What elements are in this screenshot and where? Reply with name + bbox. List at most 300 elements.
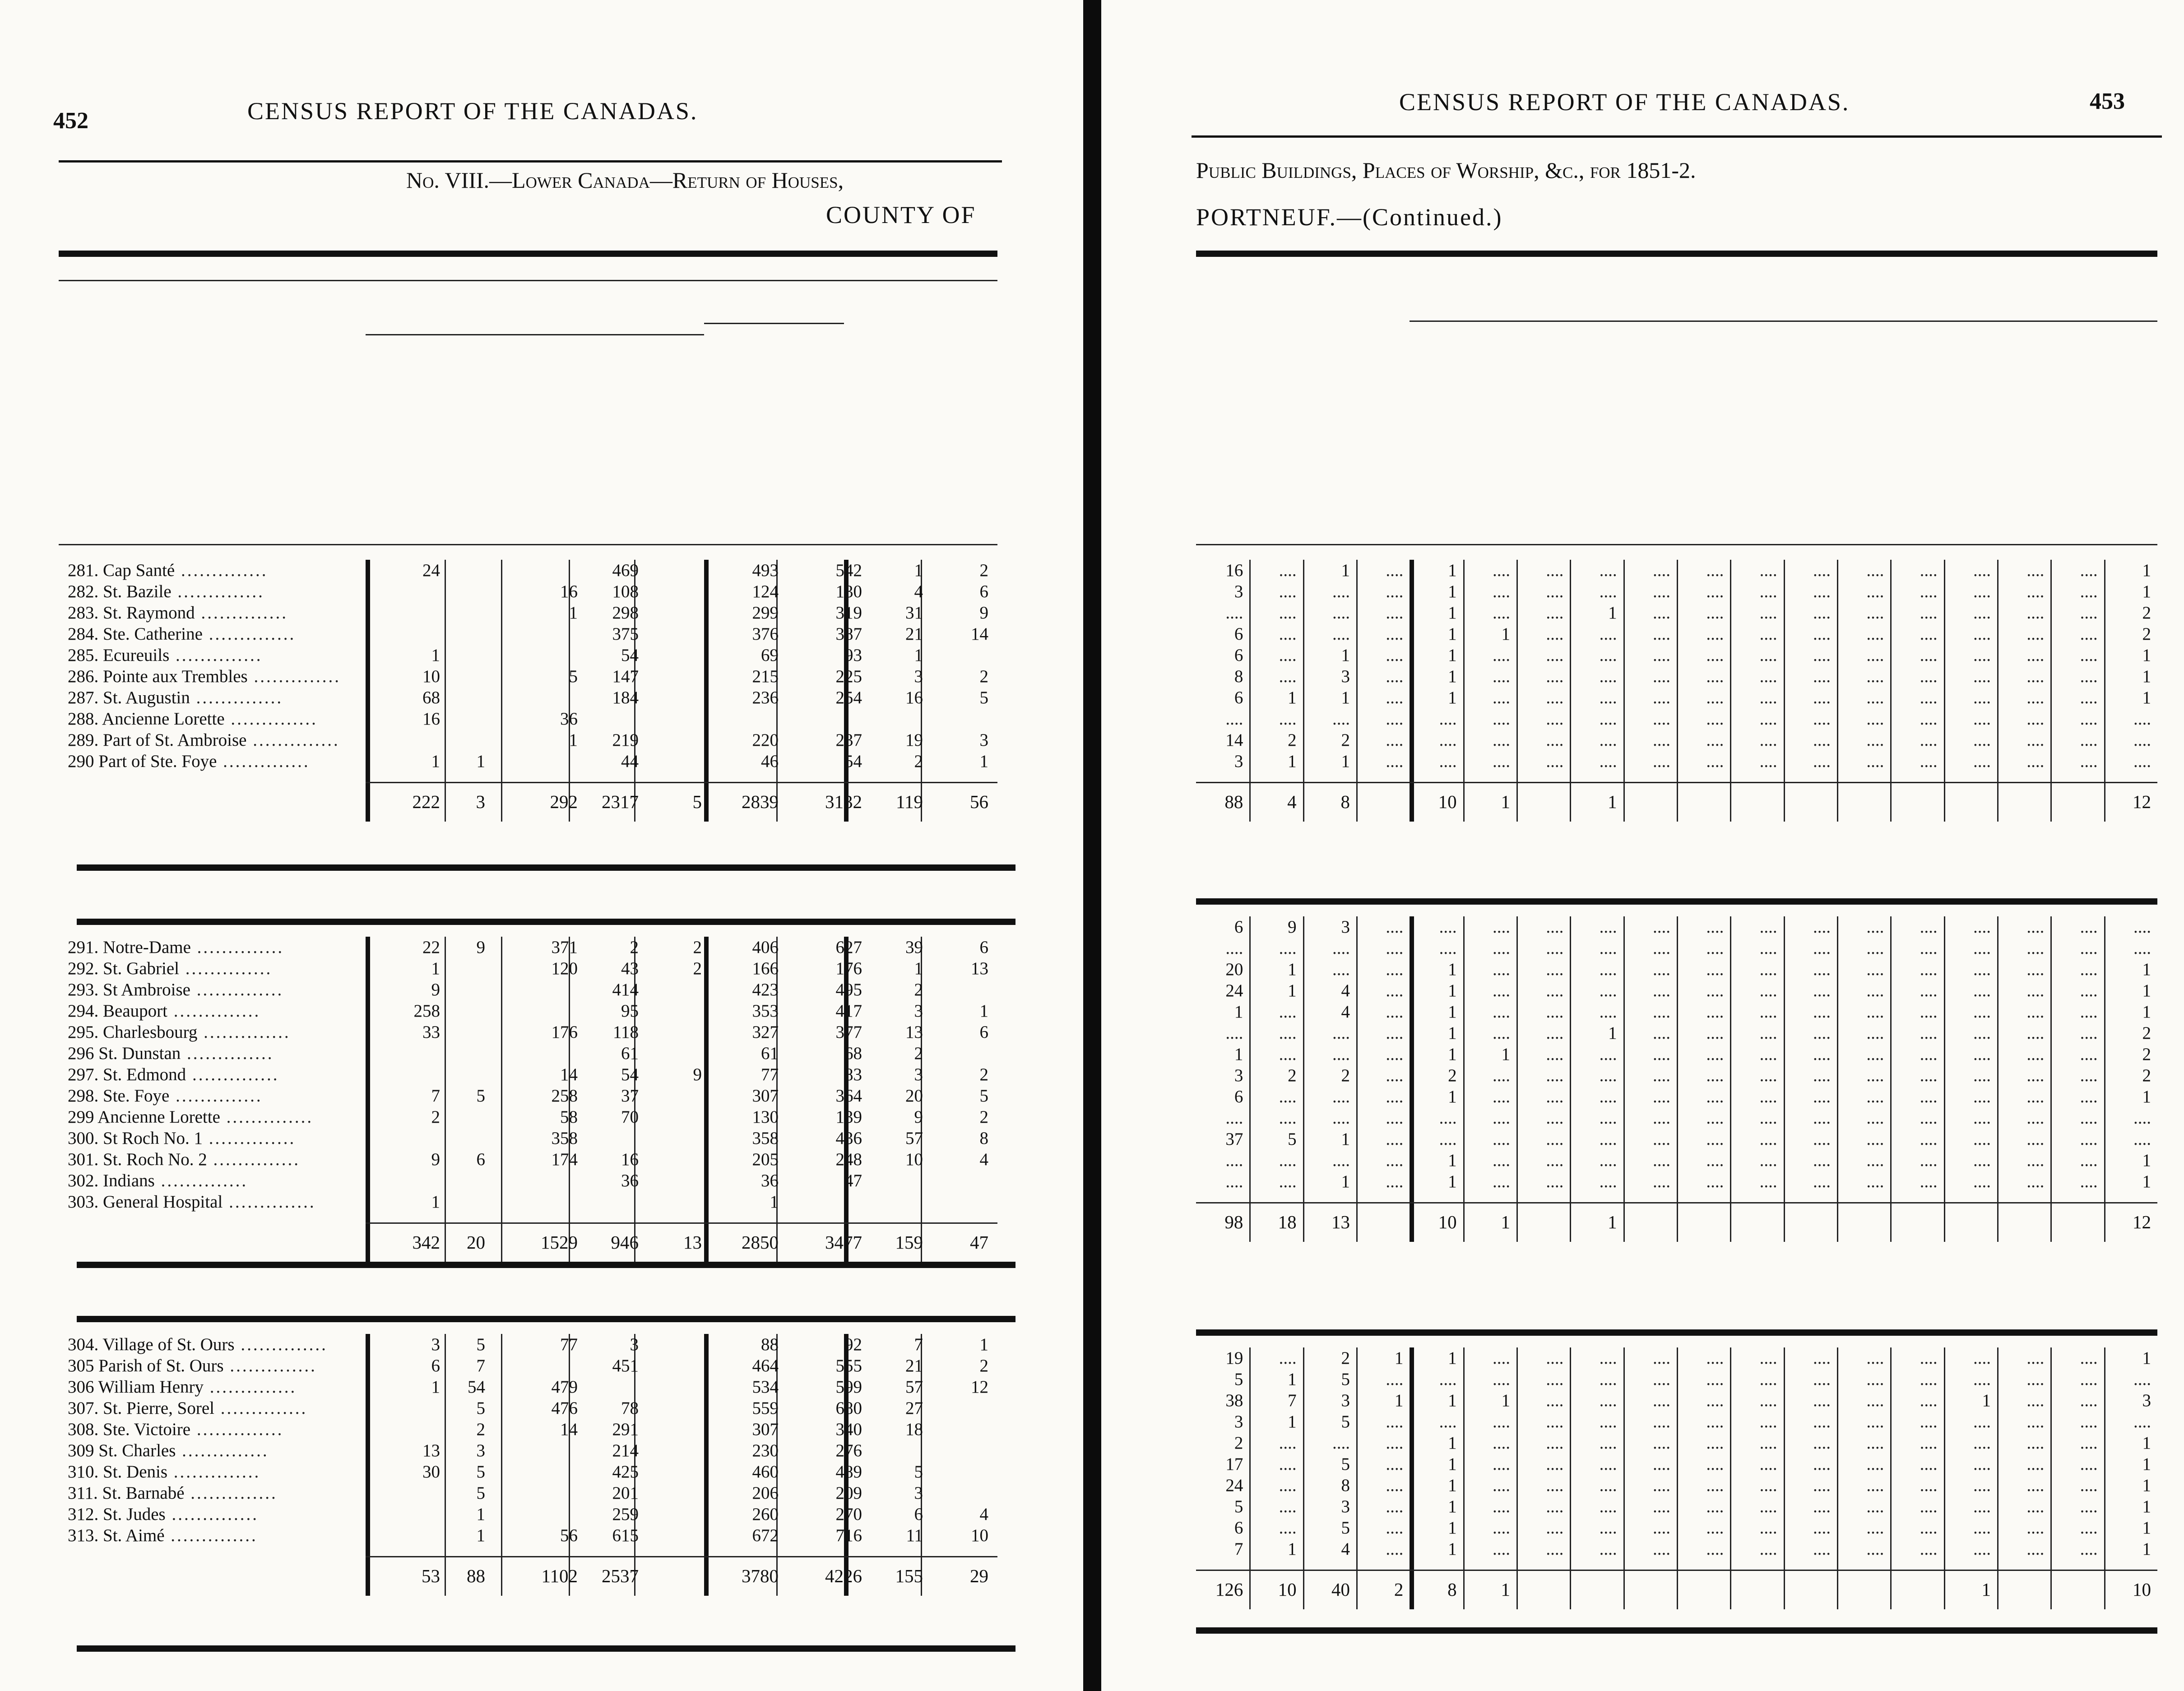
total-cell: 1529	[541, 1232, 578, 1253]
table-cell: ....	[1652, 752, 1670, 771]
row-label-text: 288. Ancienne Lorette	[68, 709, 225, 729]
table-cell: 1	[1448, 1348, 1457, 1368]
row-label-text: 301. St. Roch No. 2	[68, 1150, 207, 1169]
table-cell: ....	[1706, 1023, 1724, 1043]
table-cell: ....	[1813, 1391, 1831, 1410]
table-cell: 6	[1234, 1087, 1243, 1106]
table-cell: ....	[1706, 917, 1724, 937]
total-cell: 5	[692, 791, 702, 812]
table-cell: 1	[476, 1526, 485, 1545]
table-cell: ....	[1652, 1412, 1670, 1431]
table-cell: ....	[1492, 1476, 1510, 1495]
table-cell: 57	[905, 1377, 923, 1397]
table-cell: 7	[1288, 1391, 1297, 1410]
table-cell: ....	[1866, 1476, 1884, 1495]
table-cell: ....	[1973, 1172, 1991, 1191]
table-cell: ....	[1759, 1370, 1777, 1389]
table-cell: ....	[1973, 603, 1991, 623]
table-cell: 1	[2142, 1151, 2151, 1170]
table-cell: ....	[1599, 960, 1617, 979]
table-cell: ....	[1279, 667, 1297, 686]
table-cell: ....	[1759, 960, 1777, 979]
table-cell: ....	[1866, 646, 1884, 665]
table-cell: 16	[422, 709, 440, 729]
table-cell: 69	[761, 646, 779, 665]
header-top-rule2	[59, 280, 997, 281]
county-heading: COUNTY OF	[826, 201, 976, 228]
row-label-text: 307. St. Pierre, Sorel	[68, 1398, 214, 1418]
table-cell: 1	[1501, 624, 1510, 644]
table-cell: ....	[1973, 624, 1991, 644]
table-cell: ....	[1652, 1539, 1670, 1559]
table-cell: 371	[551, 938, 578, 957]
row-label	[68, 1525, 258, 1546]
table-cell: ....	[1386, 688, 1404, 707]
table-cell: 451	[612, 1356, 639, 1375]
table-cell: ....	[1866, 688, 1884, 707]
table-cell: 20	[905, 1086, 923, 1106]
table-cell: ....	[1279, 1023, 1297, 1043]
table-cell: ....	[2080, 1391, 2098, 1410]
table-cell: ....	[1759, 1433, 1777, 1453]
table-cell: ....	[1759, 1151, 1777, 1170]
table-cell: ....	[1706, 1172, 1724, 1191]
table-cell: 307	[752, 1420, 779, 1439]
table-cell: ....	[1813, 981, 1831, 1000]
table-cell: ....	[1546, 1433, 1564, 1453]
total-cell: 946	[611, 1232, 639, 1253]
table-cell: 615	[612, 1526, 639, 1545]
table-cell: 299	[752, 603, 779, 623]
running-head: CENSUS REPORT OF THE CANADAS.	[1399, 88, 1850, 116]
table-cell: ....	[2080, 730, 2098, 750]
table-cell: 5	[476, 1335, 485, 1354]
table-cell: 1	[2142, 1348, 2151, 1368]
total-cell: 12	[2132, 1212, 2151, 1232]
total-cell: 40	[1331, 1579, 1350, 1600]
table-cell: ....	[1439, 752, 1457, 771]
table-cell: ....	[1759, 981, 1777, 1000]
table-cell: ....	[1652, 667, 1670, 686]
table-cell: 1	[1341, 752, 1350, 771]
table-cell: ....	[1706, 1370, 1724, 1389]
section-rule	[77, 919, 1015, 925]
table-cell: ....	[1706, 1476, 1724, 1495]
table-cell: ....	[1332, 960, 1350, 979]
table-cell: 716	[835, 1526, 862, 1545]
table-cell: ....	[1386, 582, 1404, 601]
table-cell: 9	[693, 1065, 702, 1084]
table-cell: ....	[1706, 603, 1724, 623]
table-cell: ....	[1866, 1023, 1884, 1043]
table-title: No. VIII.—Lower Canada—Return of Houses,	[406, 167, 844, 193]
table-cell: ....	[1225, 1023, 1243, 1043]
table-cell: ....	[1759, 730, 1777, 750]
row-label-text: 313. St. Aimé	[68, 1526, 165, 1545]
table-cell: 4	[979, 1505, 988, 1524]
table-cell: ....	[1386, 1108, 1404, 1128]
table-cell: ....	[1866, 730, 1884, 750]
total-cell: 3	[476, 791, 485, 812]
row-label-text: 312. St. Judes	[68, 1505, 166, 1524]
table-cell: ....	[1866, 1002, 1884, 1022]
table-cell: ....	[1279, 1497, 1297, 1516]
total-cell: 1	[1608, 791, 1617, 812]
table-cell: 14	[971, 624, 988, 644]
table-cell: ....	[1599, 667, 1617, 686]
table-cell: ....	[1332, 1151, 1350, 1170]
table-cell: ....	[1813, 1023, 1831, 1043]
table-cell: ....	[1492, 752, 1510, 771]
right-page	[1101, 0, 2184, 1691]
table-cell: ....	[1225, 1151, 1243, 1170]
table-cell: ....	[1546, 624, 1564, 644]
table-cell: ....	[1813, 624, 1831, 644]
table-cell: 21	[905, 624, 923, 644]
table-cell: ....	[2080, 1045, 2098, 1064]
table-cell: 13	[905, 1022, 923, 1042]
total-cell: 12	[2132, 791, 2151, 812]
table-cell: 95	[621, 1001, 639, 1021]
table-cell: ....	[1759, 603, 1777, 623]
table-cell: ....	[1439, 709, 1457, 729]
table-cell: ....	[1652, 1433, 1670, 1453]
table-cell: ....	[1386, 709, 1404, 729]
table-cell: 2	[1341, 730, 1350, 750]
table-cell: ....	[1813, 1518, 1831, 1538]
table-cell: 423	[752, 980, 779, 999]
table-cell: 215	[752, 667, 779, 686]
table-cell: ....	[1866, 603, 1884, 623]
table-cell: ....	[1866, 667, 1884, 686]
table-cell: ....	[1920, 1108, 1938, 1128]
table-cell: 327	[752, 1022, 779, 1042]
table-cell: 1	[2142, 1539, 2151, 1559]
table-cell: ....	[2133, 1412, 2151, 1431]
table-cell: 24	[422, 561, 440, 580]
table-cell: ....	[1973, 938, 1991, 958]
table-cell: ....	[1920, 1002, 1938, 1022]
table-cell: 120	[551, 959, 578, 978]
group-underline	[366, 334, 704, 335]
row-label	[68, 751, 310, 772]
total-cell: 56	[970, 791, 988, 812]
total-cell: 3132	[825, 791, 862, 812]
table-cell: ....	[2133, 1129, 2151, 1149]
row-label	[68, 1419, 283, 1440]
row-label	[68, 1043, 274, 1064]
total-cell: 1	[1501, 1212, 1510, 1232]
table-cell: 118	[612, 1022, 639, 1042]
table-cell: ....	[1386, 1023, 1404, 1043]
table-cell: 57	[905, 1129, 923, 1148]
table-cell: ....	[1332, 603, 1350, 623]
table-cell: 9	[914, 1107, 923, 1127]
table-cell: ....	[1652, 582, 1670, 601]
table-cell: 387	[835, 624, 862, 644]
table-cell: ....	[1866, 917, 1884, 937]
table-cell: ....	[1279, 1045, 1297, 1064]
table-cell: ....	[1652, 1172, 1670, 1191]
table-cell: 2	[2142, 1045, 2151, 1064]
table-cell: ....	[1279, 1454, 1297, 1474]
table-cell: ....	[1599, 752, 1617, 771]
table-cell: 1	[431, 646, 440, 665]
row-label	[68, 602, 288, 623]
table-cell: 1	[1982, 1391, 1991, 1410]
table-cell: ....	[2026, 1066, 2045, 1085]
table-cell: ....	[1759, 582, 1777, 601]
total-rule	[366, 1556, 997, 1557]
table-cell: ....	[2080, 1066, 2098, 1085]
table-cell: ....	[1759, 1045, 1777, 1064]
table-cell: ....	[2080, 1412, 2098, 1431]
table-cell: ....	[1813, 1370, 1831, 1389]
row-label	[68, 729, 340, 751]
table-cell: ....	[1386, 1045, 1404, 1064]
section-rule	[77, 1262, 1015, 1268]
table-cell: ....	[1279, 938, 1297, 958]
table-cell: ....	[1599, 730, 1617, 750]
table-cell: 38	[1225, 1391, 1243, 1410]
table-cell: 5	[476, 1398, 485, 1418]
total-cell: 292	[550, 791, 578, 812]
total-cell: 10	[1278, 1579, 1297, 1600]
table-cell: ....	[1652, 561, 1670, 580]
table-cell: 6	[431, 1356, 440, 1375]
table-cell: 17	[1225, 1454, 1243, 1474]
table-cell: ....	[1439, 938, 1457, 958]
table-cell: 1	[1448, 1433, 1457, 1453]
table-cell: ....	[1492, 1108, 1510, 1128]
table-cell: 77	[560, 1335, 578, 1354]
table-cell: 2	[2142, 603, 2151, 623]
table-cell: ....	[2026, 582, 2045, 601]
table-cell: 10	[905, 1150, 923, 1169]
row-label	[68, 1106, 313, 1128]
table-cell: 270	[835, 1505, 862, 1524]
table-cell: ....	[1546, 667, 1564, 686]
table-cell: 1	[1448, 1391, 1457, 1410]
table-cell: ....	[2080, 1476, 2098, 1495]
left-page	[0, 0, 1083, 1691]
total-cell: 342	[412, 1232, 440, 1253]
table-cell: ....	[1759, 938, 1777, 958]
table-cell: ....	[1332, 624, 1350, 644]
table-cell: 1	[1448, 667, 1457, 686]
table-cell: ....	[1813, 1108, 1831, 1128]
table-cell: ....	[1973, 1454, 1991, 1474]
table-cell: 479	[551, 1377, 578, 1397]
total-rule	[366, 782, 997, 783]
table-cell: 1	[914, 561, 923, 580]
table-cell: ....	[1706, 582, 1724, 601]
table-cell: 1	[2142, 646, 2151, 665]
header-top-rule	[1196, 251, 2157, 257]
table-cell: ....	[1492, 730, 1510, 750]
table-cell: ....	[1652, 1002, 1670, 1022]
table-cell: 1	[1288, 960, 1297, 979]
table-cell: 495	[835, 980, 862, 999]
table-cell: ....	[1866, 1066, 1884, 1085]
leader-dots: ..............	[175, 561, 268, 580]
table-cell: ....	[1599, 1454, 1617, 1474]
table-cell: ....	[2026, 688, 2045, 707]
table-cell: ....	[1759, 1454, 1777, 1474]
table-cell: ....	[1866, 1108, 1884, 1128]
table-cell: ....	[2026, 1087, 2045, 1106]
table-cell: ....	[1439, 1412, 1457, 1431]
table-cell: ....	[1973, 1087, 1991, 1106]
table-cell: 2	[2142, 1023, 2151, 1043]
table-cell: ....	[1279, 1151, 1297, 1170]
table-cell: ....	[1386, 960, 1404, 979]
table-cell: ....	[2026, 1370, 2045, 1389]
table-cell: ....	[2133, 938, 2151, 958]
table-cell: ....	[2133, 917, 2151, 937]
table-cell: 3	[1341, 1497, 1350, 1516]
table-cell: ....	[1652, 1087, 1670, 1106]
table-cell: ....	[1386, 1066, 1404, 1085]
head-rule	[1192, 135, 2162, 138]
leader-dots: ..............	[181, 1044, 274, 1063]
table-cell: ....	[1920, 1433, 1938, 1453]
table-cell: ....	[1706, 624, 1724, 644]
table-cell: 1	[1448, 561, 1457, 580]
table-cell: ....	[1706, 1045, 1724, 1064]
table-cell: 1	[1448, 1087, 1457, 1106]
table-cell: 1	[1448, 603, 1457, 623]
table-cell: 3	[630, 1335, 639, 1354]
table-cell: ....	[1492, 582, 1510, 601]
leader-dots: ..............	[234, 1335, 328, 1354]
table-cell: ....	[1920, 1023, 1938, 1043]
table-cell: ....	[1973, 1151, 1991, 1170]
table-cell: ....	[1920, 561, 1938, 580]
table-cell: ....	[1546, 709, 1564, 729]
table-cell: 31	[905, 603, 923, 623]
table-cell: ....	[1652, 1348, 1670, 1368]
table-cell: ....	[1706, 1087, 1724, 1106]
table-cell: ....	[1706, 709, 1724, 729]
table-cell: ....	[2026, 938, 2045, 958]
table-cell: 2	[2142, 1066, 2151, 1085]
table-cell: 1	[1288, 1539, 1297, 1559]
table-cell: 174	[551, 1150, 578, 1169]
table-cell: 78	[621, 1398, 639, 1418]
table-cell: ....	[1599, 1370, 1617, 1389]
total-cell: 53	[422, 1566, 440, 1586]
total-cell: 155	[895, 1566, 923, 1586]
table-cell: ....	[1866, 752, 1884, 771]
table-cell: 1	[1341, 1129, 1350, 1149]
total-rule	[1196, 1570, 2157, 1571]
table-cell: ....	[1866, 1172, 1884, 1191]
table-cell: ....	[2133, 730, 2151, 750]
table-cell: 108	[612, 582, 639, 601]
table-cell: 1	[2142, 1518, 2151, 1538]
table-cell: ....	[1813, 1348, 1831, 1368]
table-cell: 1	[1448, 1151, 1457, 1170]
table-cell: ....	[1866, 1539, 1884, 1559]
table-cell: ....	[2080, 917, 2098, 937]
total-cell: 29	[970, 1566, 988, 1586]
table-cell: ....	[1813, 1172, 1831, 1191]
leader-dots: ..............	[167, 1001, 261, 1021]
row-label-text: 304. Village of St. Ours	[68, 1335, 235, 1354]
section-rule	[77, 864, 1015, 871]
row-label-text: 287. St. Augustin	[68, 688, 190, 707]
leader-dots: ..............	[195, 603, 288, 623]
table-cell: 260	[752, 1505, 779, 1524]
table-cell: ....	[1920, 1391, 1938, 1410]
table-cell: 3	[1234, 752, 1243, 771]
table-cell: ....	[1920, 1348, 1938, 1368]
table-cell: ....	[1279, 1433, 1297, 1453]
table-cell: 36	[560, 709, 578, 729]
table-cell: ....	[1813, 1476, 1831, 1495]
table-cell: ....	[1599, 1151, 1617, 1170]
table-cell: 2	[1288, 1066, 1297, 1085]
row-label	[68, 1482, 278, 1504]
leader-dots: ..............	[202, 624, 296, 644]
table-cell: ....	[1920, 667, 1938, 686]
table-cell: ....	[1759, 1391, 1777, 1410]
total-cell: 18	[1278, 1212, 1297, 1232]
table-cell: 1	[1341, 688, 1350, 707]
table-cell: ....	[1706, 561, 1724, 580]
table-cell: 1	[979, 752, 988, 771]
table-cell: 1	[1288, 688, 1297, 707]
table-cell: 3	[1341, 667, 1350, 686]
leader-dots: ..............	[247, 667, 341, 686]
table-cell: ....	[2026, 1045, 2045, 1064]
table-cell: 3	[1341, 917, 1350, 937]
row-label-text: 294. Beauport	[68, 1001, 167, 1021]
table-cell: ....	[1599, 646, 1617, 665]
table-cell: 476	[551, 1398, 578, 1418]
table-cell: 24	[1225, 981, 1243, 1000]
table-cell: ....	[2080, 938, 2098, 958]
table-cell: ....	[1652, 688, 1670, 707]
table-cell: 1	[2142, 981, 2151, 1000]
table-cell: ....	[1813, 917, 1831, 937]
table-cell: ....	[1652, 1476, 1670, 1495]
table-cell: 5	[1288, 1129, 1297, 1149]
table-cell: 43	[621, 959, 639, 978]
table-cell: 130	[835, 582, 862, 601]
table-cell: 61	[621, 1044, 639, 1063]
total-cell: 126	[1215, 1579, 1243, 1600]
table-cell: ....	[1813, 667, 1831, 686]
table-cell: ....	[1973, 1370, 1991, 1389]
table-cell: ....	[2026, 917, 2045, 937]
table-cell: 1	[569, 730, 578, 750]
table-cell: 14	[560, 1420, 578, 1439]
table-cell: ....	[1813, 688, 1831, 707]
table-cell: ....	[1973, 561, 1991, 580]
row-label-text: 306 William Henry	[68, 1377, 204, 1397]
table-cell: 1	[1448, 1172, 1457, 1191]
table-cell: ....	[1706, 981, 1724, 1000]
table-cell: ....	[2080, 981, 2098, 1000]
table-cell: ....	[1279, 709, 1297, 729]
table-cell: 1	[476, 1505, 485, 1524]
table-cell: ....	[2026, 1497, 2045, 1516]
table-cell: ....	[1386, 1370, 1404, 1389]
table-cell: ....	[1386, 1433, 1404, 1453]
table-cell: ....	[1973, 1129, 1991, 1149]
